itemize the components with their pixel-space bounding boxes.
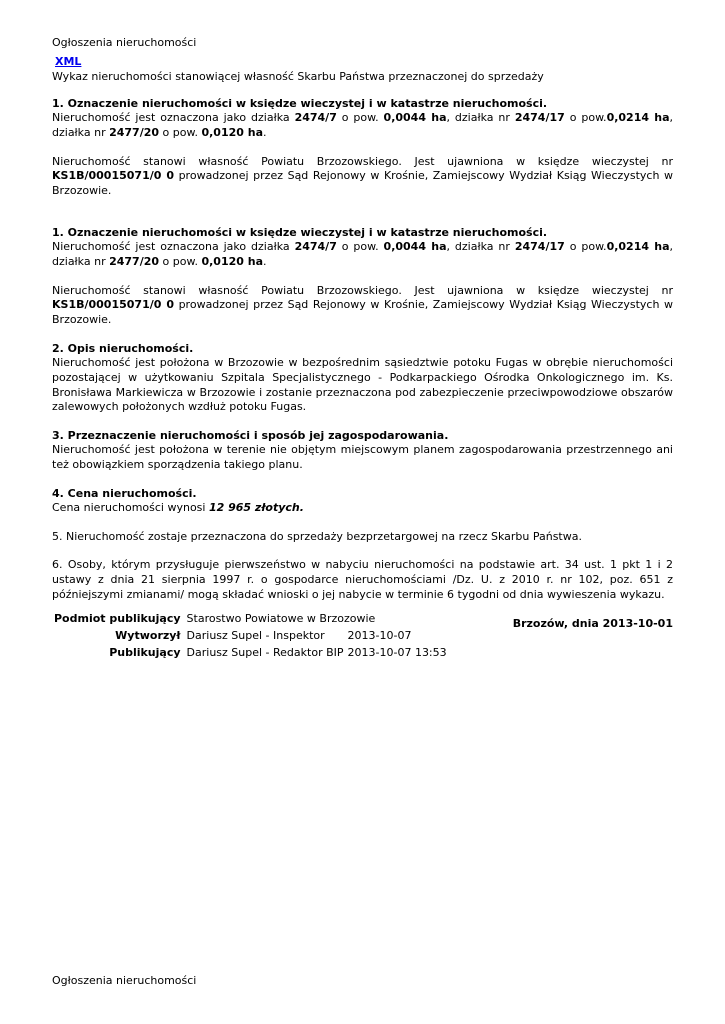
section-title: 3. Przeznaczenie nieruchomości i sposób jej zagospodarowania. (52, 429, 449, 443)
plot-description: Nieruchomość jest oznaczona jako działka 2474/7 o pow. 0,0044 ha, działka nr 2474/17 o pow.0,0214 ha, działka nr 2477/20 o pow. 0,0120 ha. (52, 239, 674, 268)
section-text: Nieruchomość jest położona w Brzozowie w bezpośrednim sąsiedztwie potoku Fugas w obrębie nieruchomości pozostającej w użytkowaniu Szpitala Specjalistycznego - Podkarpackiego Ośrodka Onkologicznego im. Ks. Bronisława Markiewicza w Brzozowie i zostanie przeznaczona pod zabezpieczenie przeciwpowodziowe obszarów zalewowych położonych wzdłuż potoku Fugas. (52, 355, 673, 414)
plot-description: Nieruchomość jest oznaczona jako działka 2474/7 o pow. 0,0044 ha, działka nr 2474/17 o pow.0,0214 ha, działka nr 2477/20 o pow. 0,0120 ha. (52, 111, 674, 139)
price-value: 12 965 złotych. (208, 500, 304, 514)
metadata-table (52, 610, 449, 661)
section-3 (52, 429, 673, 473)
section-1-second (52, 226, 673, 328)
document-intro: Wykaz nieruchomości stanowiącej własność Skarbu Państwa przeznaczonej do sprzedaży (52, 70, 544, 83)
place-and-date: Brzozów, dnia 2013-10-01 (512, 616, 673, 630)
section-text: Nieruchomość jest położona w terenie nie objętym miejscowym planem zagospodarowania przestrzennego ani też obowiązkiem sporządzenia takiego planu. (52, 443, 673, 471)
metadata-row-publisher (52, 610, 449, 627)
metadata-value: Starostwo Powiatowe w Brzozowie (186, 612, 376, 625)
metadata-value: Dariusz Supel - Inspektor (186, 629, 325, 642)
metadata-date: 2013-10-07 (347, 629, 412, 642)
section-title: 2. Opis nieruchomości. (52, 341, 194, 355)
section-title: 1. Oznaczenie nieruchomości w księdze wieczystej i w katastrze nieruchomości. (52, 97, 548, 110)
page-footer-category: Ogłoszenia nieruchomości (52, 974, 197, 987)
section-title: 1. Oznaczenie nieruchomości w księdze wieczystej i w katastrze nieruchomości. (52, 225, 548, 239)
metadata-date: 2013-10-07 13:53 (347, 646, 447, 659)
section-6: 6. Osoby, którym przysługuje pierwszeństwo w nabyciu nieruchomości na podstawie art. 34 ust. 1 pkt 1 i 2 ustawy z dnia 21 sierpnia 1997 r. o gospodarce nieruchomościami /Dz. U. z 2010 r. nr 102, poz. 651 z późniejszymi zmianami/ mogą składać wnioski o jej nabycie w terminie 6 tygodni od dnia wywieszenia wykazu. (52, 558, 673, 601)
price-text: Cena nieruchomości wynosi 12 965 złotych. (52, 500, 304, 514)
xml-link[interactable]: XML (55, 55, 82, 68)
ownership-description: Nieruchomość stanowi własność Powiatu Brzozowskiego. Jest ujawniona w księdze wieczystej nr KS1B/00015071/0 0 prowadzonej przez Sąd Rejonowy w Krośnie, Zamiejscowy Wydział Ksiąg Wieczystych w Brzozowie. (52, 154, 673, 198)
metadata-label: Publikujący (109, 646, 181, 659)
page-header-category: Ogłoszenia nieruchomości (52, 36, 197, 49)
metadata-row-publishing (52, 644, 449, 661)
metadata-row-author (52, 627, 449, 644)
metadata-label: Wytworzył (115, 629, 181, 642)
document-body (52, 97, 673, 631)
metadata-label: Podmiot publikujący (54, 612, 181, 625)
section-title: 4. Cena nieruchomości. (52, 486, 197, 500)
ownership-description: Nieruchomość stanowi własność Powiatu Brzozowskiego. Jest ujawniona w księdze wieczystej nr KS1B/00015071/0 0 prowadzonej przez Sąd Rejonowy w Krośnie, Zamiejscowy Wydział Ksiąg Wieczystych w Brzozowie. (52, 283, 673, 327)
section-1-first (52, 97, 673, 199)
section-4 (52, 487, 673, 516)
metadata-value: Dariusz Supel - Redaktor BIP (186, 646, 344, 659)
section-5: 5. Nieruchomość zostaje przeznaczona do sprzedaży bezprzetargowej na rzecz Skarbu Państwa. (52, 529, 582, 543)
section-2 (52, 342, 673, 415)
